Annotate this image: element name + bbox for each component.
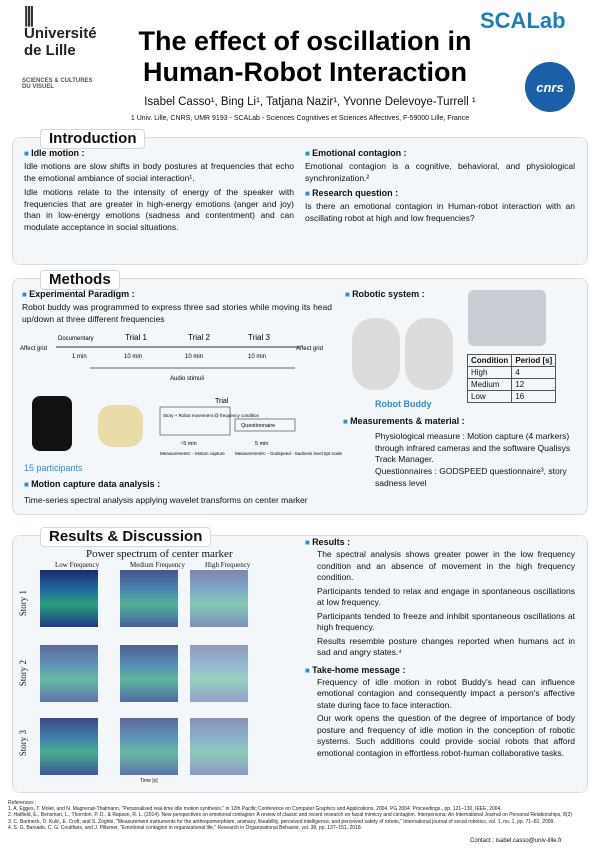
r1: The spectral analysis shows greater power in the low frequency condition and an absence of movement in the high frequency condition. [317,549,575,582]
ref-2: 2. Hatfield, E., Bensman, L., Thornton, P. D., & Rapson, R. L. (2014). New perspectives on emotional contagion: A review of classic and recent research on facial mimicry and contagion. Interpersona: An International Journal on Personal Relationships, 8(2) [8,812,573,819]
results-right [305,537,575,759]
tl-10b: 10 min [185,354,204,360]
robot-head-text: Robotic system : [352,289,425,299]
bullet-icon: ■ [22,290,30,299]
plot-title: Power spectrum of center marker [86,548,233,560]
affiliation: 1 Univ. Lille, CNRS, UMR 9193 - SCALab - Sciences Cognitives et Sciences Affectives, F-59000 Lille, France [130,115,470,122]
idle-p2: Idle motions relate to the intensity of energy of the speaker with frequencies that are greater in high-energy emotions (anger and joy) than in low-energy emotions (sadness and contentment) and can modulate acceptance in social situations. [24,187,294,232]
take-head [305,665,575,675]
th-cond: Condition [468,355,512,367]
exp-head [22,289,332,299]
heatmap-s1-low [40,570,98,627]
mocap-head-text: Motion capture data analysis : [31,479,161,489]
table-row [468,367,556,379]
results-title: Results & Discussion [40,527,211,547]
ec-head-text: Emotional contagion : [312,148,407,158]
r4: Results resemble posture changes reported when humans act in sad and angry states.⁴ [317,635,575,657]
r3: Participants tended to freeze and inhibit spontaneous oscillations at high frequency. [317,610,575,632]
cell: Low [468,391,512,403]
robot-image [98,405,143,447]
meas-1: Physiological measure : Motion capture (4 markers) through infrared cameras and the software Qualisys Track Manager. [375,431,571,464]
heatmap-s3-low [40,718,98,775]
tl-audio: Audio stimuli [170,376,205,382]
bullet-icon: ■ [343,417,351,426]
bullet-icon: ■ [345,290,353,299]
participants: 15 participants [24,463,83,473]
timeline-diagram [20,330,330,390]
trial-meas2: Measurements: - Godspeed - Sadness level 5pt scale [235,451,343,456]
heatmap-s3-med [120,718,178,775]
heatmap-s2-high [190,645,248,702]
tl-ag1: Affect grid [20,346,47,352]
meas-head [343,416,465,426]
col-low: Low Frequency [55,561,100,569]
robot-side-image-1 [352,318,400,390]
trial-5min: ~5 min [180,441,197,447]
sciences-logo-text: SCIENCES & CULTURES DU VISUEL [22,78,93,90]
exp-head-text: Experimental Paradigm : [29,289,135,299]
ul-mark-icon: ⫼ [24,4,35,29]
t1: Frequency of idle motion in robot Buddy's head can influence emotional contagion and consequently impact a person's affective state during face to face interaction. [317,676,575,710]
tl-t1: Trial 1 [125,333,147,342]
rq-head-text: Research question : [312,188,399,198]
methods-left [22,289,332,325]
heatmap-s2-med [120,645,178,702]
trial-diagram [155,395,343,465]
ul-name: Université de Lille [24,25,97,59]
tl-ag2: Affect grid [296,346,323,352]
tl-10c: 10 min [248,354,267,360]
heatmap-s3-high [190,718,248,775]
bullet-icon: ■ [305,665,313,675]
xlabel: Time [s] [140,778,158,784]
condition-table [467,354,556,403]
res-head [305,537,575,547]
tl-1min: 1 min [72,354,87,360]
robot-name: Robot Buddy [375,399,432,409]
heatmap-s1-med [120,570,178,627]
cell: High [468,367,512,379]
exp-p: Robot buddy was programmed to express three sad stories while moving its head up/down at three different frequencies [22,302,332,324]
trial-5min-b: 5 min [255,441,269,447]
scalab-logo: SCALab [480,8,566,33]
robot-head [345,289,425,299]
ref-head: References : [8,800,37,806]
meas-2: Questionnaires : GODSPEED questionnaire³, story sadness level [375,466,567,488]
mocap-p: Time-series spectral analysis applying wavelet transforms on center marker [24,495,308,505]
rq-head [305,188,575,198]
idle-p1: Idle motions are slow shifts in body postures at frequencies that echo the emotional ambiance of social interaction¹. [24,161,294,183]
table-row [468,379,556,391]
references [8,800,593,831]
t2: Our work opens the question of the degree of importance of body posture and frequency of idle motion in the conception of robotic systems. Such additions could provide social robots that afford emotional contagion in effortless robot-human collaborative tasks. [317,713,575,758]
methods-title: Methods [40,270,120,290]
row-story3: Story 3 [18,730,28,757]
tl-doc: Documentary [58,336,94,342]
ref-4: 4. S. G. Barsade, C. G. Coutifaris, and J. Pillemer, "Emotional contagion in organizational life," Research in Organizational Behavior, vol. 38, pp. 137–151, 2018. [8,824,363,831]
cell: 4 [512,367,556,379]
contact: Contact : isabel.casso@univ-lille.fr [470,838,562,844]
meas-head-text: Measurements & material : [350,416,465,426]
bullet-icon: ■ [305,149,313,158]
trial-story: Story + Robot movement @ frequency condition [163,413,259,418]
row-story2: Story 2 [18,660,28,687]
idle-head [24,148,294,158]
take-head-text: Take-home message : [312,664,406,675]
bullet-icon: ■ [305,538,313,547]
ref-1: 1. A. Egges, T. Molet, and N. Magnenat-Thalmann, "Personalised real-time idle motion synthesis," in 12th Pacific Conference on Computer Graphics and Applications, 2004. PG 2004. Proceedings., pp. 121–130, IEEE, 2004. [8,806,502,813]
col-med: Medium Frequency [130,561,186,569]
table-row [468,391,556,403]
ref-3: 3. C. Bartneck, D. Kulić, E. Croft, and S. Zoghbi, "Measurement instruments for the anthropomorphism, animacy, likeability, perceived intelligence, and perceived safety of robots," International journal of social robotics, vol. 1, no. 1, pp. 71–81, 2009. [8,818,555,825]
cell: Medium [468,379,512,391]
intro-title: Introduction [40,129,145,149]
res-head-text: Results : [312,537,351,547]
ec-head [305,148,575,158]
cell: 16 [512,391,556,403]
tl-10a: 10 min [124,354,143,360]
trial-quest: Questionnaire [241,423,276,429]
th-period: Period [s] [512,355,556,367]
intro-right [305,148,575,224]
tl-t3: Trial 3 [248,333,270,342]
bullet-icon: ■ [24,480,32,489]
authors: Isabel Casso¹, Bing Li¹, Tatjana Nazir¹, Yvonne Delevoye-Turrell ¹ [144,96,476,108]
row-story1: Story 1 [18,590,28,617]
trial-label: Trial [215,398,229,405]
cnrs-logo: cnrs [525,62,575,112]
ec-p: Emotional contagion is a cognitive, behavioral, and physiological synchronization.² [305,161,575,183]
intro-left [24,148,294,233]
robot-face-image [468,290,546,346]
idle-head-text: Idle motion : [31,148,85,158]
robot-side-image-2 [405,318,453,390]
tl-t2: Trial 2 [188,333,210,342]
poster-title: The effect of oscillation in Human-Robot Interaction [138,26,472,87]
r2: Participants tended to relax and engage in spontaneous oscillations at low frequency. [317,585,575,607]
bullet-icon: ■ [305,189,313,198]
cell: 12 [512,379,556,391]
trial-meas1: Measurements: - Motion capture [160,451,225,456]
sciences-logo [22,78,102,90]
heatmap-s1-high [190,570,248,627]
heatmap-s2-low [40,645,98,702]
univ-lille-logo [24,4,114,59]
col-high: High Frequency [205,561,251,569]
bullet-icon: ■ [24,149,32,158]
rq-p: Is there an emotional contagion in Human-robot interaction with an oscillating robot at high and low frequencies? [305,201,575,223]
participant-mocap-image [32,396,72,451]
mocap-head [24,479,160,489]
